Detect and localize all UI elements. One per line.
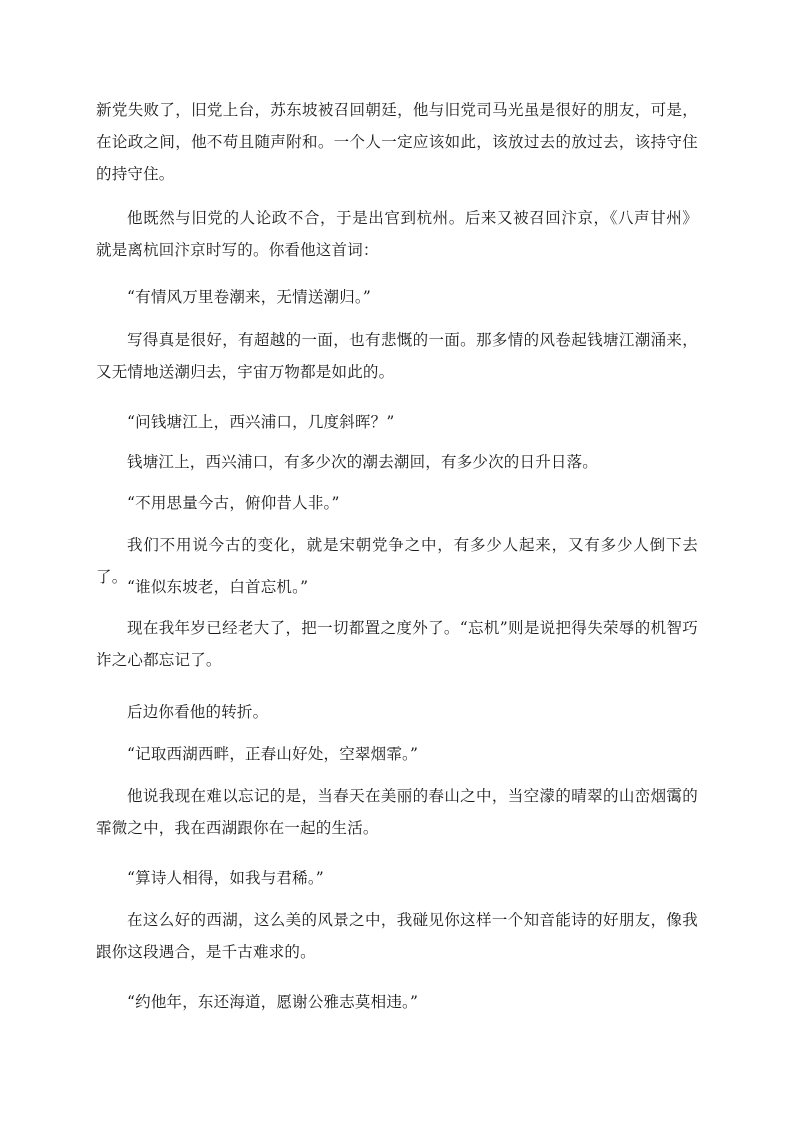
paragraph-4: 写得真是很好，有超越的一面，也有悲慨的一面。那多情的风卷起钱塘江潮涌来，又无情地送潮归去，宇宙万物都是如此的。 [96, 331, 698, 381]
paragraph-12: “记取西湖西畔，正春山好处，空翠烟霏。” [127, 745, 419, 763]
paragraph-11: 后边你看他的转折。 [127, 703, 269, 721]
paragraph-9: “谁似东坡老，白首忘机。” [127, 578, 309, 596]
paragraph-16: “约他年，东还海道，愿谢公雅志莫相违。” [127, 993, 419, 1011]
paragraph-3: “有情风万里卷潮来，无情送潮归。” [127, 288, 371, 306]
paragraph-13: 他说我现在难以忘记的是，当春天在美丽的春山之中，当空濛的晴翠的山峦烟霭的霏微之中，我在西湖跟你在一起的生活。 [96, 787, 698, 837]
paragraph-6: 钱塘江上，西兴浦口，有多少次的潮去潮回，有多少次的日升日落。 [127, 453, 599, 471]
paragraph-2: 他既然与旧党的人论政不合，于是出官到杭州。后来又被召回汴京，《八声甘州》就是离杭回汴京时写的。你看他这首词： [96, 209, 698, 259]
paragraph-15: 在这么好的西湖，这么美的风景之中，我碰见你这样一个知音能诗的好朋友，像我跟你这段遇合，是千古难求的。 [96, 911, 698, 961]
paragraph-7: “不用思量今古，俯仰昔人非。” [127, 494, 340, 512]
paragraph-10: 现在我年岁已经老大了，把一切都置之度外了。“忘机”则是说把得失荣辱的机智巧诈之心都忘记了。 [96, 619, 698, 669]
paragraph-1: 新党失败了，旧党上台，苏东坡被召回朝廷，他与旧党司马光虽是很好的朋友，可是，在论政之间，他不苟且随声附和。一个人一定应该如此，该放过去的放过去，该持守住的持守住。 [96, 101, 698, 183]
paragraph-14: “算诗人相得，如我与君稀。” [127, 869, 324, 887]
paragraph-5: “问钱塘江上，西兴浦口，几度斜晖？” [127, 413, 395, 431]
paragraph-8: 我们不用说今古的变化，就是宋朝党争之中，有多少人起来，又有多少人倒下去了。 [96, 536, 698, 586]
